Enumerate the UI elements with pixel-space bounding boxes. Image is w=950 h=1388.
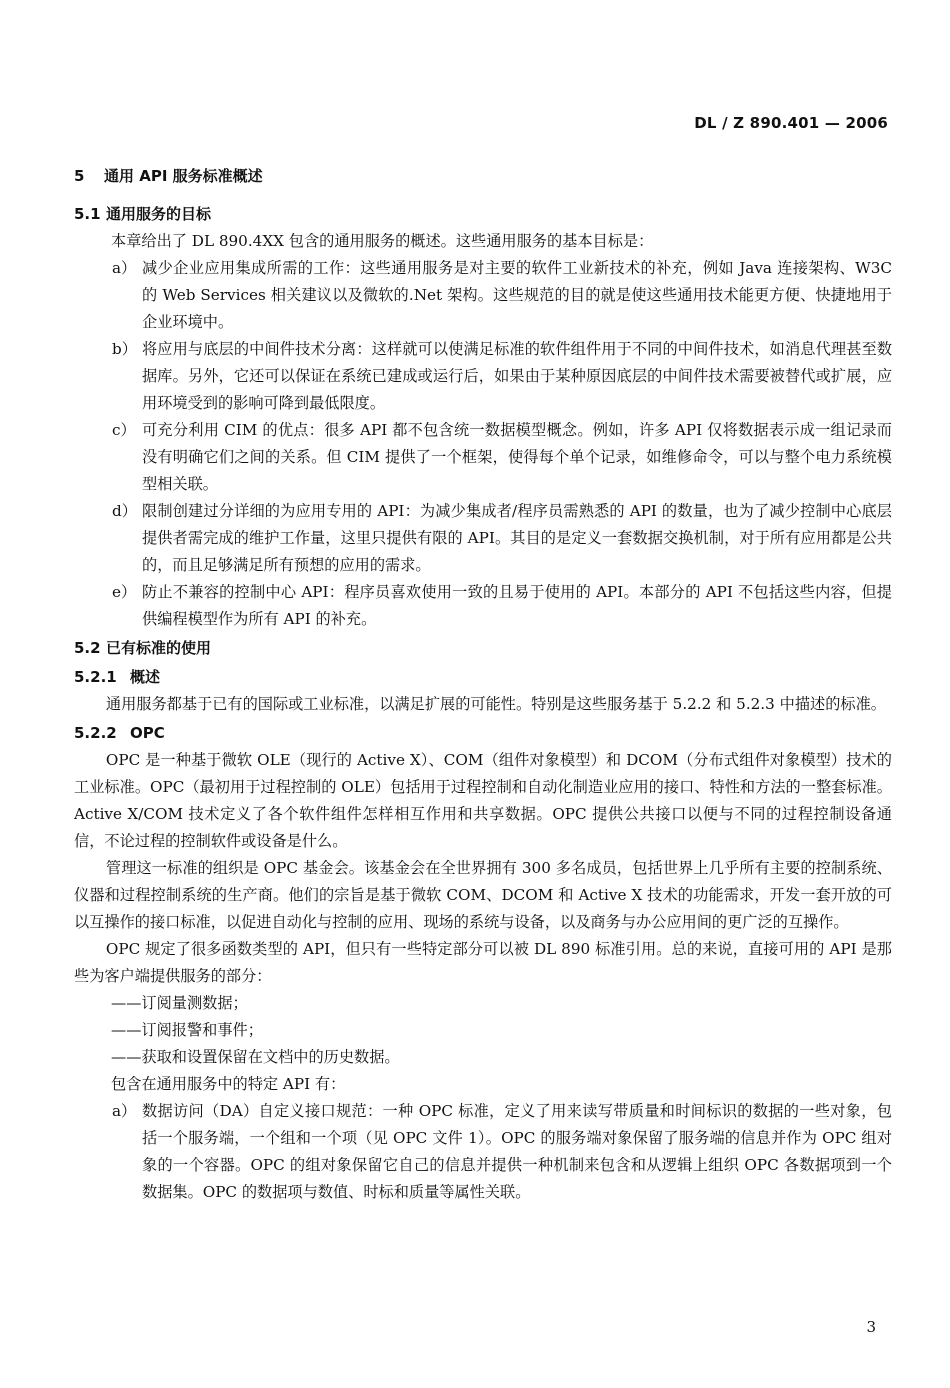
- dash-list-item: ——订阅量测数据；: [111, 994, 248, 1012]
- opc-paragraph-2: 管理这一标准的组织是 OPC 基金会。该基金会在全世界拥有 300 多名成员，包括世界上几乎所有主要的控制系统、仪器和过程控制系统的生产商。他们的宗旨是基于微软 COM、DCOM 和 Active X 技术的功能需求，开发一套开放的可以互操作的接口标准，以促进自动化与控制的应用、现场的系统与设备，以及商务与办公应用间的更广泛的互操作。: [74, 859, 892, 931]
- list-item-text: 将应用与底层的中间件技术分离：这样就可以使满足标准的软件组件用于不同的中间件技术，如消息代理甚至数据库。另外，它还可以保证在系统已建成或运行后，如果由于某种原因底层的中间件技术需要被替代或扩展，应用环境受到的影响可降到最低限度。: [142, 340, 892, 412]
- opc-paragraph-1: OPC 是一种基于微软 OLE（现行的 Active X）、COM（组件对象模型）和 DCOM（分布式组件对象模型）技术的工业标准。OPC（最初用于过程控制的 OLE）包括用于过程控制和自动化制造业应用的接口、特性和方法的一整套标准。Active X/COM 技术定义了各个软件组件怎样相互作用和共享数据。OPC 提供公共接口以便与不同的过程控制设备通信，不论过程的控制软件或设备是什么。: [74, 751, 892, 850]
- list-item-text: 防止不兼容的控制中心 API：程序员喜欢使用一致的且易于使用的 API。本部分的 API 不包括这些内容，但提供编程模型作为所有 API 的补充。: [142, 583, 892, 628]
- api-list-intro: 包含在通用服务中的特定 API 有：: [111, 1075, 346, 1093]
- section-5-1-heading: [74, 201, 892, 228]
- section-5-2-1-heading: [74, 664, 892, 691]
- list-item-text: 可充分利用 CIM 的优点：很多 API 都不包含统一数据模型概念。例如，许多 API 仅将数据表示成一组记录而没有明确它们之间的关系。但 CIM 提供了一个框架，使得每个单个记录，如维修命令，可以与整个电力系统模型相关联。: [142, 421, 892, 493]
- section-5-2-1-paragraph: 通用服务都基于已有的国际或工业标准，以满足扩展的可能性。特别是这些服务基于 5.2.2 和 5.2.3 中描述的标准。: [105, 695, 886, 713]
- document-code: DL / Z 890.401 — 2006: [694, 114, 888, 132]
- list-item: [74, 255, 892, 336]
- list-item: [74, 579, 892, 633]
- opc-paragraph-3: OPC 规定了很多函数类型的 API，但只有一些特定部分可以被 DL 890 标准引用。总的来说，直接可用的 API 是那些为客户端提供服务的部分：: [74, 940, 892, 985]
- section-title: 通用服务的目标: [106, 205, 212, 223]
- section-number: 5.1: [74, 205, 101, 223]
- section-title: 通用 API 服务标准概述: [104, 167, 263, 185]
- section-5-1-intro: 本章给出了 DL 890.4XX 包含的通用服务的概述。这些通用服务的基本目标是：: [111, 232, 654, 250]
- section-title: 概述: [130, 668, 161, 686]
- list-item-text: 数据访问（DA）自定义接口规范：一种 OPC 标准，定义了用来读写带质量和时间标识的数据的一些对象，包括一个服务端，一个组和一个项（见 OPC 文件 1）。OPC 的服务端对象保留了服务端的信息并作为 OPC 组对象的一个容器。OPC 的组对象保留它自己的信息并提供一种机制来包含和从逻辑上组织 OPC 各数据项到一个数据集。OPC 的数据项与数值、时标和质量等属性关联。: [142, 1102, 892, 1201]
- section-number: 5.2: [74, 639, 101, 657]
- section-title: OPC: [130, 724, 165, 742]
- section-number: 5: [74, 167, 85, 185]
- goals-list: [74, 255, 892, 633]
- list-item: [74, 498, 892, 579]
- list-item-label: a）: [112, 259, 137, 277]
- list-item-text: 减少企业应用集成所需的工作：这些通用服务是对主要的软件工业新技术的补充，例如 Java 连接架构、W3C 的 Web Services 相关建议以及微软的.Net 架构。这些规范的目的就是使这些通用技术能更方便、快捷地用于企业环境中。: [142, 259, 892, 331]
- list-item-label: a）: [112, 1102, 137, 1120]
- list-item: [74, 336, 892, 417]
- section-title: 已有标准的使用: [106, 639, 212, 657]
- section-number: 5.2.2: [74, 724, 117, 742]
- section-number: 5.2.1: [74, 668, 117, 686]
- list-item-label: d）: [112, 502, 137, 520]
- dash-list-item: ——订阅报警和事件；: [111, 1021, 263, 1039]
- page-body: [74, 163, 892, 1206]
- list-item-label: b）: [112, 340, 137, 358]
- api-list: [74, 1098, 892, 1206]
- list-item-label: e）: [112, 583, 137, 601]
- section-5-2-2-heading: [74, 720, 892, 747]
- list-item-text: 限制创建过分详细的为应用专用的 API：为减少集成者/程序员需熟悉的 API 的数量，也为了减少控制中心底层提供者需完成的维护工作量，这里只提供有限的 API。其目的是定义一套数据交换机制，对于所有应用都是公共的，而且足够满足所有预想的应用的需求。: [142, 502, 892, 574]
- page-number: 3: [866, 1318, 876, 1336]
- list-item: [74, 417, 892, 498]
- list-item-label: c）: [112, 421, 136, 439]
- list-item: [74, 1098, 892, 1206]
- section-5-2-heading: [74, 635, 892, 662]
- dash-list-item: ——获取和设置保留在文档中的历史数据。: [111, 1048, 400, 1066]
- section-5-heading: [74, 163, 892, 190]
